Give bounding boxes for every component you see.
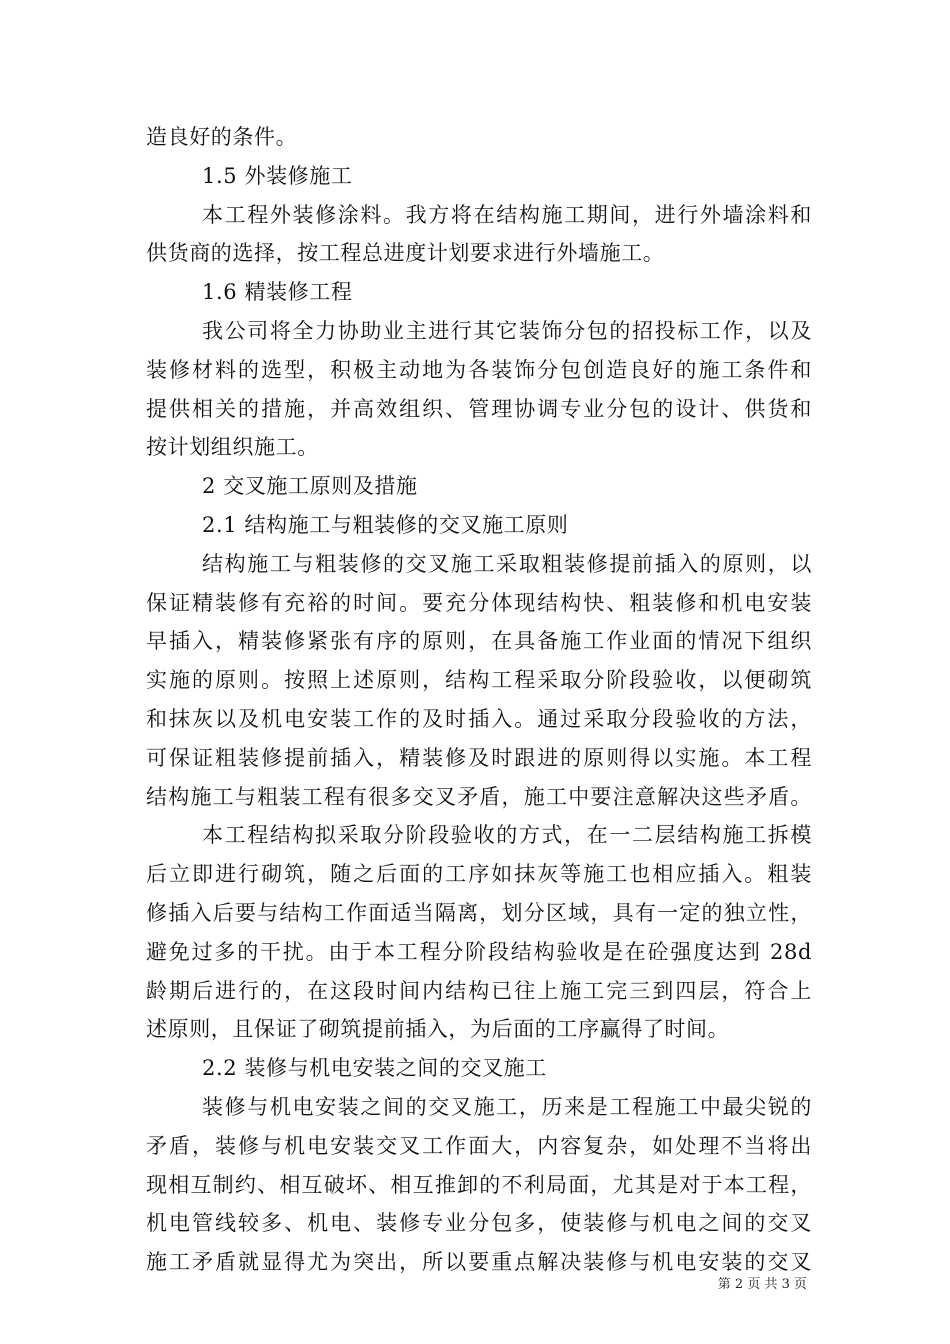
text-line: 机电管线较多、机电、装修专业分包多，使装修与机电之间的交叉 — [146, 1211, 812, 1236]
text-line: 和抹灰以及机电安装工作的及时插入。通过采取分段验收的方法， — [146, 706, 812, 731]
text-line: 供货商的选择，按工程总进度计划要求进行外墙施工。 — [146, 241, 665, 266]
text-line: 装修材料的选型，积极主动地为各装饰分包创造良好的施工条件和 — [146, 357, 812, 382]
text-line: 述原则，且保证了砌筑提前插入，为后面的工序赢得了时间。 — [146, 1017, 730, 1042]
body-text — [146, 118, 812, 1282]
text-line: 结构施工与粗装修的交叉施工采取粗装修提前插入的原则，以 — [202, 551, 812, 576]
text-line: 早插入，精装修紧张有序的原则，在具备施工作业面的情况下组织 — [146, 629, 812, 654]
text-line: 实施的原则。按照上述原则，结构工程采取分阶段验收，以便砌筑 — [146, 668, 812, 693]
text-line: 装修与机电安装之间的交叉施工，历来是工程施工中最尖锐的 — [202, 1094, 812, 1119]
text-line: 避免过多的干扰。由于本工程分阶段结构验收是在砼强度达到 28d — [146, 939, 812, 964]
text-line: 我公司将全力协助业主进行其它装饰分包的招投标工作，以及 — [202, 318, 812, 343]
text-line: 提供相关的措施，并高效组织、管理协调专业分包的设计、供货和 — [146, 396, 812, 421]
text-line: 后立即进行砌筑，随之后面的工序如抹灰等施工也相应插入。粗装 — [146, 862, 812, 887]
text-line: 结构施工与粗装工程有很多交叉矛盾，施工中要注意解决这些矛盾。 — [146, 784, 812, 809]
text-line: 本工程外装修涂料。我方将在结构施工期间，进行外墙涂料和 — [202, 202, 812, 227]
text-line: 修插入后要与结构工作面适当隔离，划分区域，具有一定的独立性， — [146, 900, 812, 925]
page-number: 第 2 页 共 3 页 — [717, 1277, 807, 1292]
text-line: 2.1 结构施工与粗装修的交叉施工原则 — [202, 512, 569, 537]
text-line: 按计划组织施工。 — [146, 435, 319, 460]
text-line: 现相互制约、相互破坏、相互推卸的不利局面，尤其是对于本工程， — [146, 1172, 812, 1197]
text-line: 可保证粗装修提前插入，精装修及时跟进的原则得以实施。本工程 — [146, 745, 812, 770]
text-line: 2 交叉施工原则及措施 — [202, 474, 418, 499]
text-line: 矛盾，装修与机电安装交叉工作面大，内容复杂，如处理不当将出 — [146, 1133, 812, 1158]
text-line: 本工程结构拟采取分阶段验收的方式，在一二层结构施工拆模 — [202, 823, 812, 848]
text-line: 1.6 精装修工程 — [202, 280, 353, 305]
text-line: 2.2 装修与机电安装之间的交叉施工 — [202, 1056, 547, 1081]
text-line: 保证精装修有充裕的时间。要充分体现结构快、粗装修和机电安装 — [146, 590, 812, 615]
text-line: 造良好的条件。 — [146, 125, 298, 149]
text-line: 施工矛盾就显得尤为突出，所以要重点解决装修与机电安装的交叉 — [146, 1250, 812, 1275]
text-line: 龄期后进行的，在这段时间内结构已往上施工完三到四层，符合上 — [146, 978, 812, 1003]
text-line: 1.5 外装修施工 — [202, 163, 353, 188]
